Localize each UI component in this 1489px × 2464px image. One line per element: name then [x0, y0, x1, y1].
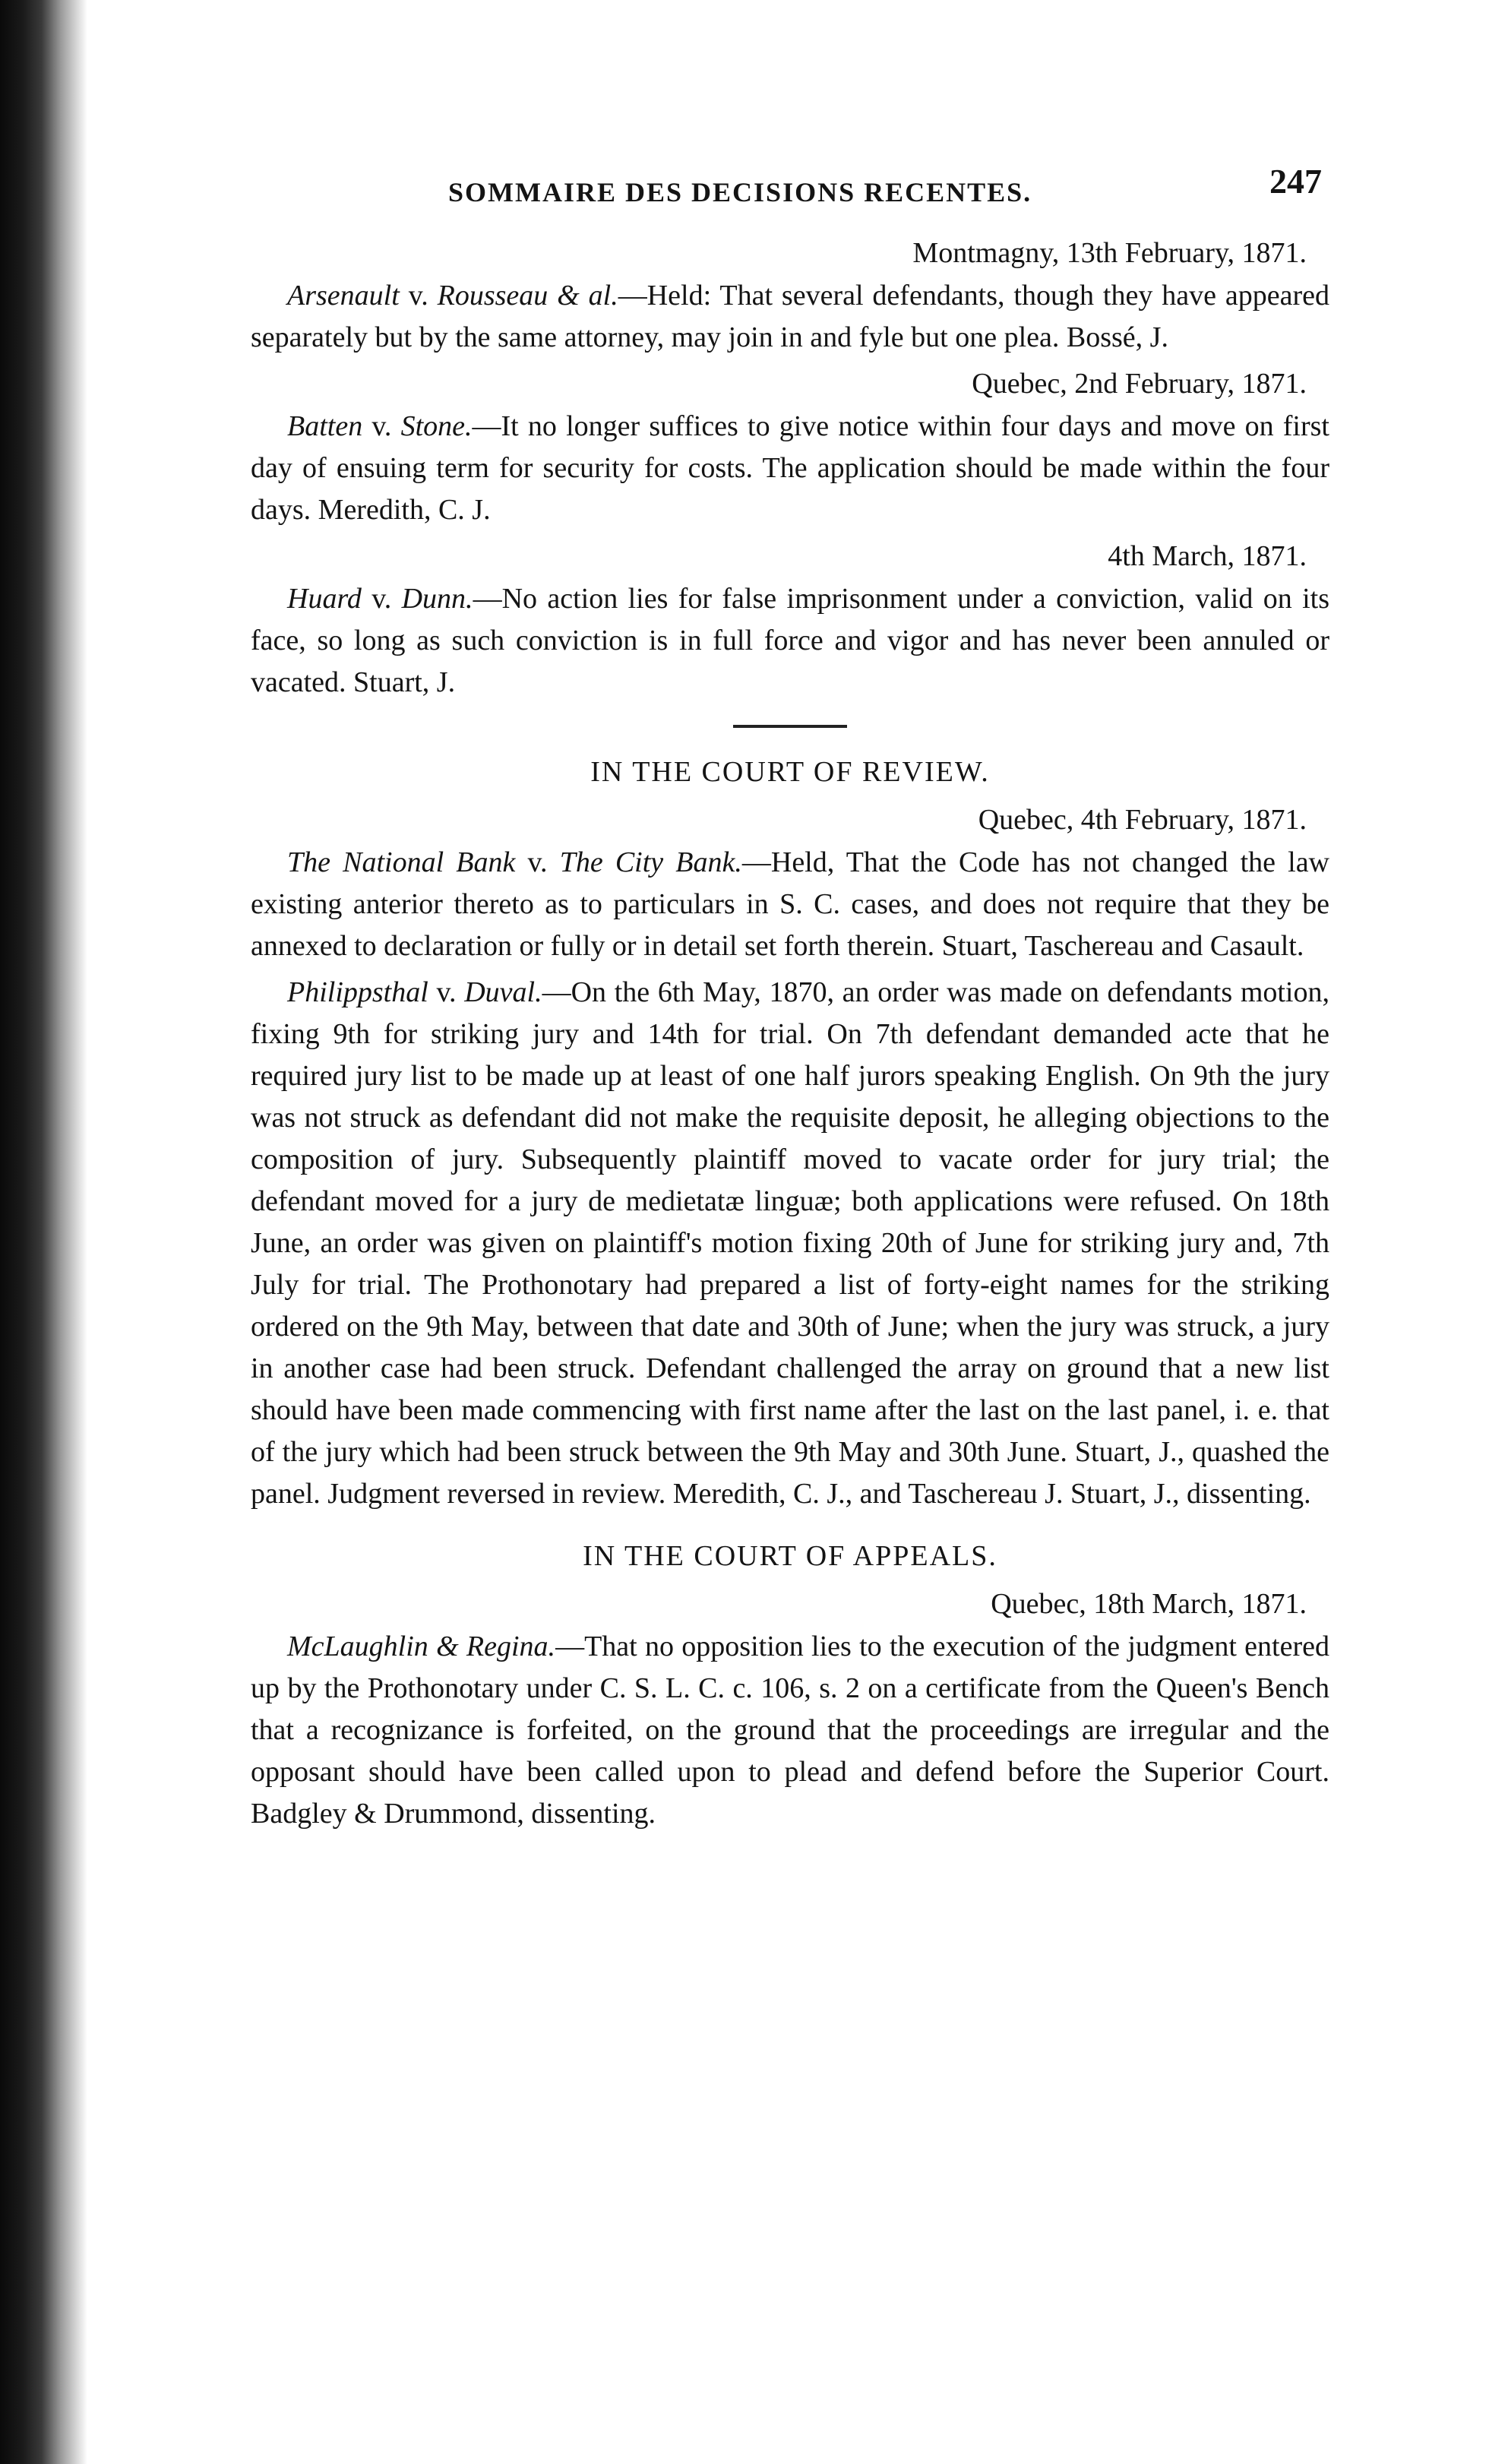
case-dateline: Montmagny, 13th February, 1871.: [912, 237, 1307, 269]
party-name: Batten: [287, 410, 363, 442]
versus: v.: [515, 846, 560, 878]
case-summary: [251, 406, 1329, 531]
case-dateline: Quebec, 2nd February, 1871.: [972, 368, 1307, 400]
case-text: —It no longer suffices to give notice within four days and move on first day of ensuing term for security for costs. The application should be made within the four days. Meredith, C. J.: [251, 410, 1329, 526]
page-number: 247: [1269, 162, 1322, 201]
party-name: Huard: [287, 583, 362, 615]
case-dateline: Quebec, 18th March, 1871.: [991, 1588, 1307, 1620]
page-content: [251, 228, 1329, 1839]
party-name: Dunn.: [401, 583, 473, 615]
versus: v.: [428, 976, 465, 1008]
case-text: —No action lies for false imprisonment under a conviction, valid on its face, so long as such conviction is in full force and vigor and has never been annuled or vacated. Stuart, J.: [251, 583, 1329, 698]
case-summary: [251, 1626, 1329, 1835]
section-divider: [733, 725, 847, 728]
case-summary: [251, 972, 1329, 1515]
party-name: Philippsthal: [287, 976, 428, 1008]
case-dateline: 4th March, 1871.: [1108, 540, 1307, 572]
case-dateline: Quebec, 4th February, 1871.: [978, 804, 1307, 836]
case-summary: [251, 842, 1329, 967]
versus: v.: [362, 410, 401, 442]
case-text: —Held, That the Code has not changed the law existing anterior thereto as to particulars in S. C. cases, and does not require that they be annexed to declaration or fully or in detail set forth therein. Stuart, Taschereau and Casault.: [251, 846, 1329, 962]
party-name: Rousseau & al.: [437, 280, 618, 312]
versus: v.: [399, 280, 438, 312]
case-text: —That no opposition lies to the execution of the judgment entered up by the Prothonotary under C. S. L. C. c. 106, s. 2 on a certificate from the Queen's Bench that a recognizance is forfeited, on the ground that the proceedings are irregular and the opposant should have been called upon to plead and defend before the Superior Court. Badgley & Drummond, dissenting.: [251, 1631, 1329, 1830]
party-name: The National Bank: [287, 846, 516, 878]
party-name: McLaughlin & Regina.: [287, 1631, 556, 1662]
section-heading-review: IN THE COURT OF REVIEW.: [590, 756, 990, 788]
case-summary: [251, 578, 1329, 704]
page-binding-shadow: [0, 0, 91, 2464]
case-text: —Held: That several defendants, though they have appeared separately but by the same attorney, may join in and fyle but one plea. Bossé, J.: [251, 280, 1329, 353]
case-summary: [251, 275, 1329, 359]
page-header: [448, 161, 1322, 214]
party-name: Stone.: [400, 410, 473, 442]
running-head: SOMMAIRE DES DECISIONS RECENTES.: [448, 177, 1032, 207]
section-heading-appeals: IN THE COURT OF APPEALS.: [583, 1540, 997, 1572]
case-text: —On the 6th May, 1870, an order was made on defendants motion, fixing 9th for striking jury and 14th for trial. On 7th defendant demanded acte that he required jury list to be made up at least of one half jurors speaking English. On 9th the jury was not struck as defendant did not make the requisite deposit, he alleging objections to the composition of jury. Subsequently plaintiff moved to vacate order for jury trial; the defendant moved for a jury de medietatæ linguæ; both applications were refused. On 18th June, an order was given on plaintiff's motion fixing 20th of June for striking jury and, 7th July for trial. The Prothonotary had prepared a list of forty-eight names for the striking ordered on the 9th May, between that date and 30th of June; when the jury was struck, a jury in another case had been struck. Defendant challenged the array on ground that a new list should have been made commencing with first name after the last on the last panel, i. e. that of the jury which had been struck between the 9th May and 30th June. Stuart, J., quashed the panel. Judgment reversed in review. Meredith, C. J., and Taschereau J. Stuart, J., dissenting.: [251, 976, 1329, 1510]
party-name: The City Bank.: [559, 846, 742, 878]
versus: v.: [361, 583, 402, 615]
party-name: Arsenault: [287, 280, 400, 312]
party-name: Duval.: [464, 976, 542, 1008]
